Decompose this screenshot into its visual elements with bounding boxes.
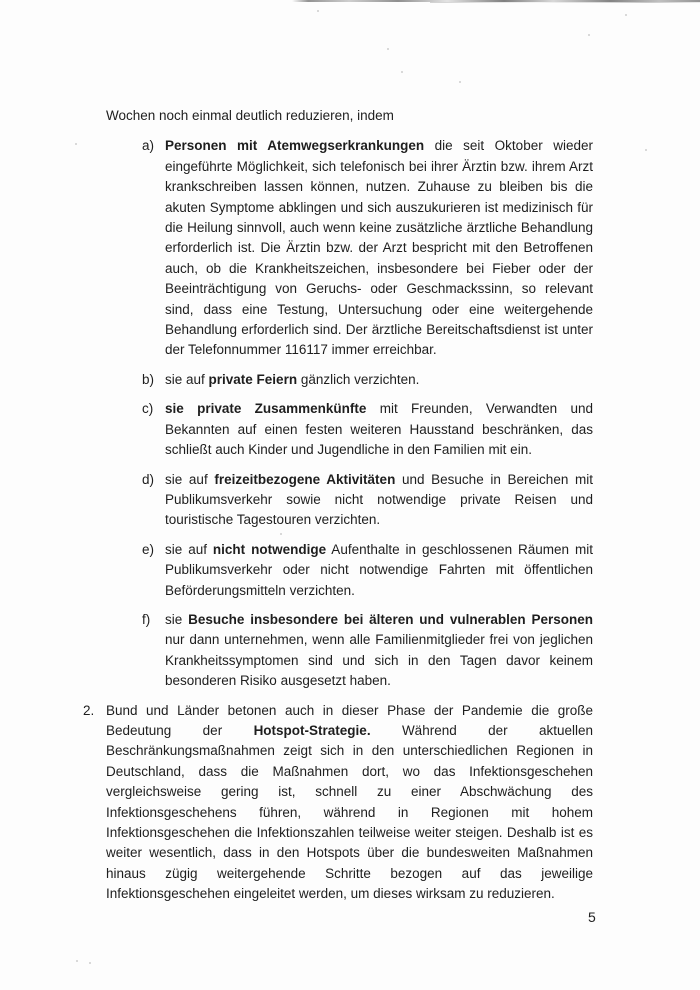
item-bold-phrase: Personen mit Atemwegserkrankungen xyxy=(165,138,425,154)
item-rest: gänzlich verzichten. xyxy=(297,371,420,387)
item-bold-phrase: private Feiern xyxy=(208,371,298,387)
item-bold-phrase: Besuche insbesondere bei älteren und vulnerablen Personen xyxy=(188,611,593,627)
item-rest: mit Freunden, Verwandten und Bekannten auf einen festen weiteren Hausstand beschränken, das schließt auch Kinder und Jugendliche in den Familien mit ein. xyxy=(165,401,593,458)
item-text xyxy=(165,470,593,531)
paragraph-bold-phrase: Hotspot-Strategie. xyxy=(253,722,371,738)
paragraph-prefix: Bund und Länder betonen auch in dieser Phase der Pandemie die große Bedeutung der xyxy=(106,702,593,738)
item-text xyxy=(165,399,593,460)
item-text xyxy=(165,136,593,360)
item-prefix: sie auf xyxy=(165,541,213,557)
item-marker: b) xyxy=(142,371,155,387)
scan-speck xyxy=(387,48,389,50)
item-rest: Aufenthalte in geschlossenen Räumen mit Publikumsverkehr oder nicht notwendige Fahrten mit öffentlichen Beförderungsmitteln verzichten. xyxy=(165,541,593,598)
item-rest: nur dann unternehmen, wenn alle Familienmitglieder frei von jeglichen Krankheitssymptomen sind und sich in den Tagen davor keinem besonderen Risiko ausgesetzt haben. xyxy=(165,632,593,689)
item-prefix: sie auf xyxy=(165,471,215,487)
list-item-a xyxy=(142,136,593,360)
scan-speck xyxy=(75,143,77,145)
scan-speck xyxy=(625,14,627,16)
list-item-d xyxy=(142,470,593,531)
item-bold-phrase: nicht notwendige xyxy=(212,541,327,557)
item-text xyxy=(165,610,593,692)
scan-speck xyxy=(401,71,403,73)
list-item-c xyxy=(142,399,593,460)
scan-speck xyxy=(459,81,461,83)
item-rest: die seit Oktober wieder eingeführte Möglichkeit, sich telefonisch bei ihrer Ärztin bzw. ihrem Arzt krankschreiben lassen können, nutzen. Zuhause zu bleiben bis die akuten Symptome abklingen und sich auszukurieren ist medizinisch für die Heilung sinnvoll, auch wenn keine zusätzliche ärztliche Behandlung erforderlich ist. Die Ärztin bzw. der Arzt bespricht mit den Betroffenen auch, ob die Krankheitszeichen, insbesondere bei Fieber oder der Beeinträchtigung von Geruchs- oder Geschmackssinn, so relevant sind, dass eine Testung, Untersuchung oder eine weitergehende Behandlung erforderlich sind. Der ärztliche Bereitschaftsdienst ist unter der Telefonnummer 116117 immer erreichbar. xyxy=(165,138,593,358)
item-marker: f) xyxy=(142,611,151,627)
item-bold-phrase: freizeitbezogene Aktivitäten xyxy=(214,471,396,487)
scan-speck xyxy=(89,962,91,964)
scan-speck xyxy=(317,10,319,12)
list-item-b xyxy=(142,370,593,390)
item-prefix: sie auf xyxy=(165,371,209,387)
scan-speck xyxy=(645,149,647,151)
intro-line: Wochen noch einmal deutlich reduzieren, indem xyxy=(106,108,394,123)
paragraph-text xyxy=(106,701,593,905)
scanner-artifact-line xyxy=(430,2,700,3)
list-item-f xyxy=(142,610,593,692)
paragraph-rest: Während der aktuellen Beschränkungsmaßnahmen zeigt sich in den unterschiedlichen Regionen in Deutschland, dass die Maßnahmen dort, wo das Infektionsgeschehen vergleichsweise gering ist, schnell zu einer Abschwächung des Infektionsgeschehens führen, während in Regionen mit hohem Infektionsgeschehen die Infektionszahlen teilweise weiter steigen. Deshalb ist es weiter wesentlich, dass in den Hotspots über die bundesweiten Maßnahmen hinaus zügig weitergehende Schritte bezogen auf das jeweilige Infektionsgeschehen eingeleitet werden, um dieses wirksam zu reduzieren. xyxy=(106,722,593,902)
numbered-paragraph-2 xyxy=(83,701,593,905)
list-item-e xyxy=(142,540,593,601)
item-rest: und Besuche in Bereichen mit Publikumsverkehr sowie nicht notwendige private Reisen und touristische Tagestouren verzichten. xyxy=(165,471,593,528)
document-body xyxy=(83,106,593,905)
item-marker: c) xyxy=(142,401,154,417)
item-marker: 2. xyxy=(83,702,95,718)
item-text xyxy=(165,370,593,390)
item-marker: e) xyxy=(142,541,155,557)
page-number: 5 xyxy=(588,909,596,925)
item-marker: d) xyxy=(142,471,155,487)
item-bold-phrase: sie private Zusammenkünfte xyxy=(165,401,367,417)
item-prefix: sie xyxy=(165,611,189,627)
scan-speck xyxy=(588,34,590,36)
scan-speck xyxy=(76,960,78,962)
item-text xyxy=(165,540,593,601)
item-marker: a) xyxy=(142,138,155,154)
